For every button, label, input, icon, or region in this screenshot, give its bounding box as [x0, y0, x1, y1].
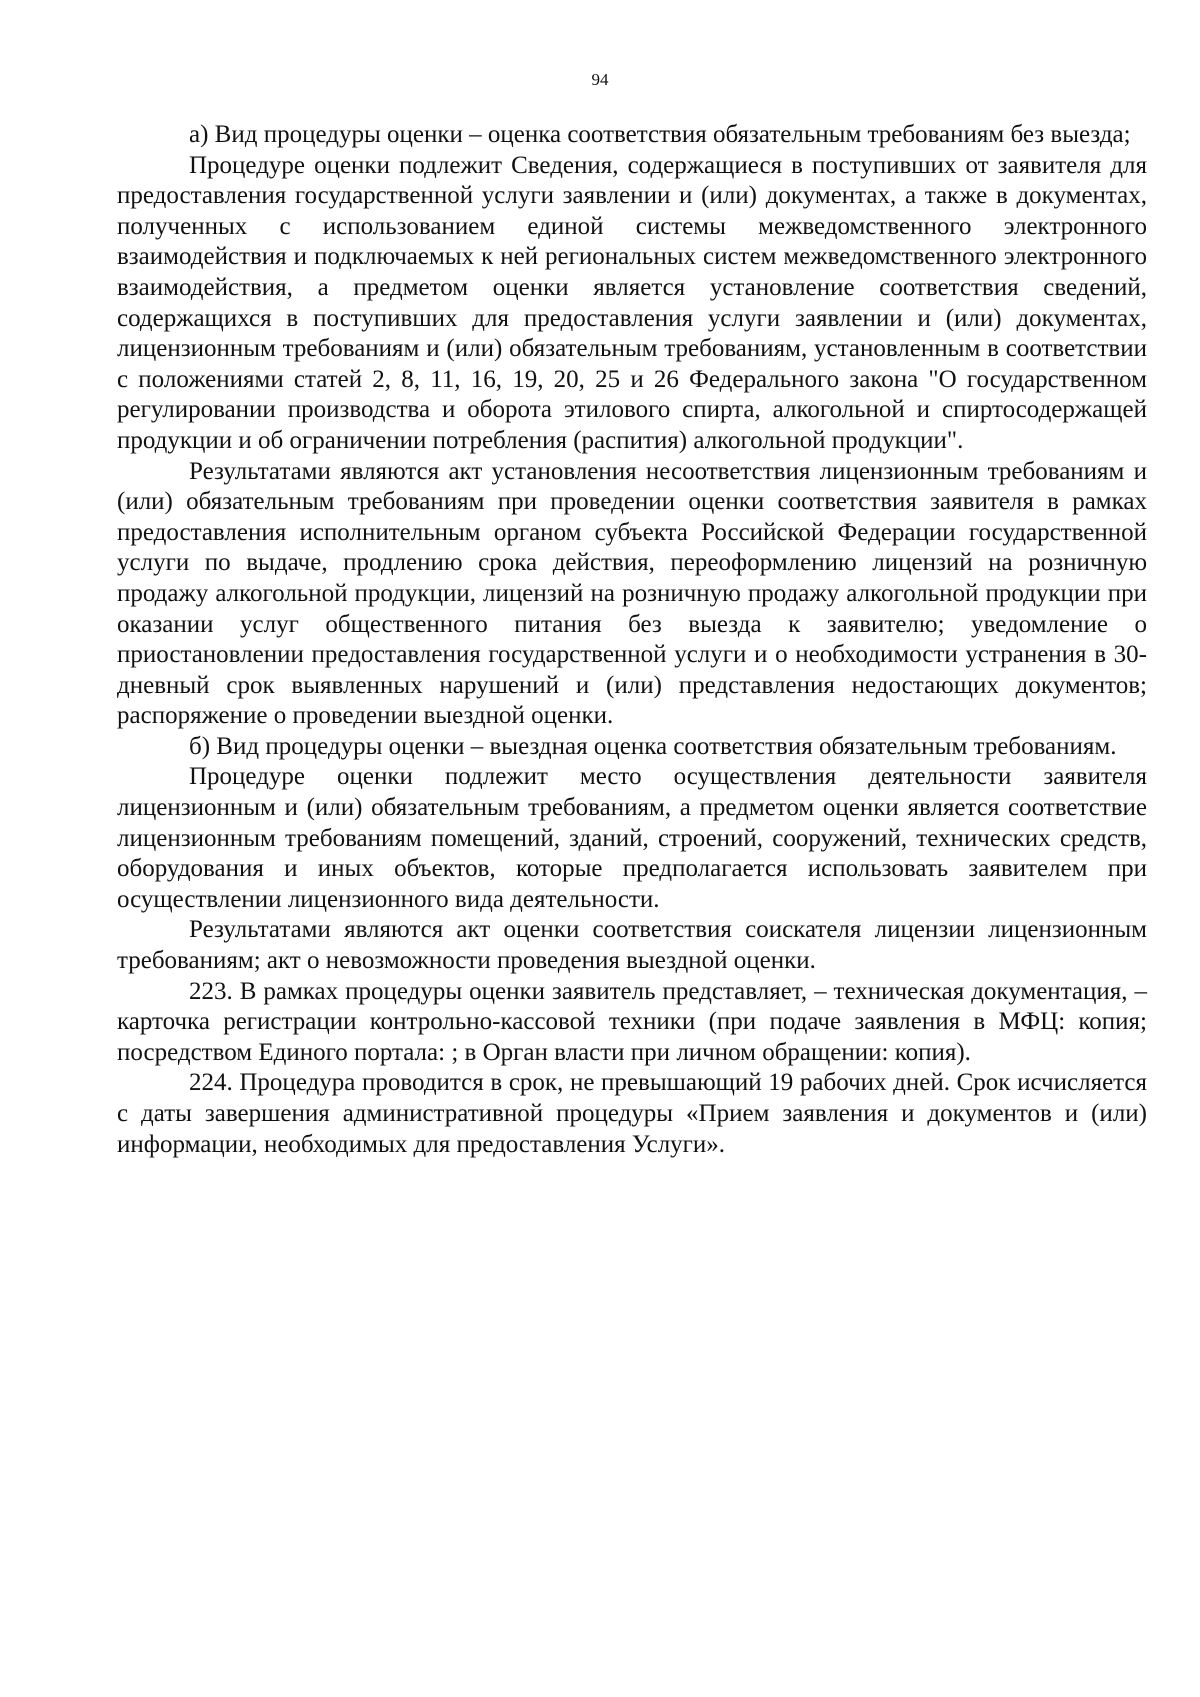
paragraph-results-a: Результатами являются акт установления несоответствия лицензионным требованиям и (или) обязательным требованиям при проведении оценки соответствия заявителя в рамках предоставления исполнительным органом субъекта Российской Федерации государственной услуги по выдаче, продлению срока действия, переоформлению лицензий на розничную продажу алкогольной продукции, лицензий на розничную продажу алкогольной продукции при оказании услуг общественного питания без выезда к заявителю; уведомление о приостановлении предоставления государственной услуги и о необходимости устранения в 30-дневный срок выявленных нарушений и (или) представления недостающих документов; распоряжение о проведении выездной оценки.	[117, 457, 1147, 730]
paragraph-assessment-type-a: а) Вид процедуры оценки – оценка соответствия обязательным требованиям без выезда;	[189, 121, 1131, 148]
paragraph-results-b: Результатами являются акт оценки соответствия соискателя лицензии лицензионным требованиям; акт о невозможности проведения выездной оценки.	[117, 916, 1147, 975]
paragraph-223: 223. В рамках процедуры оценки заявитель представляет, – техническая документация, – карточка регистрации контрольно-кассовой техники (при подаче заявления в МФЦ: копия; посредством Единого портала: ; в Орган власти при личном обращении: копия).	[117, 977, 1147, 1066]
paragraph-assessment-type-b: б) Вид процедуры оценки – выездная оценка соответствия обязательным требованиям.	[189, 732, 1117, 760]
paragraph-224: 224. Процедура проводится в срок, не превышающий 19 рабочих дней. Срок исчисляется с даты завершения административной процедуры «Прием заявления и документов и (или) информации, необходимых для предоставления Услуги».	[117, 1069, 1147, 1158]
paragraph-assessment-subject-a: Процедуре оценки подлежит Сведения, содержащиеся в поступивших от заявителя для предоставления государственной услуги заявлении и (или) документах, а также в документах, полученных с использованием единой системы межведомственного электронного взаимодействия и подключаемых к ней региональных систем межведомственного электронного взаимодействия, а предметом оценки является установление соответствия сведений, содержащихся в поступивших для предоставления услуги заявлении и (или) документах, лицензионным требованиям и (или) обязательным требованиям, установленным в соответствии с положениями статей 2, 8, 11, 16, 19, 20, 25 и 26 Федерального закона "О государственном регулировании производства и оборота этилового спирта, алкогольной и спиртосодержащей продукции и об ограничении потребления (распития) алкогольной продукции".	[117, 151, 1147, 454]
page-number: 94	[591, 70, 609, 89]
paragraph-assessment-subject-b: Процедуре оценки подлежит место осуществления деятельности заявителя лицензионным и (или) обязательным требованиям, а предметом оценки является соответствие лицензионным требованиям помещений, зданий, строений, сооружений, технических средств, оборудования и иных объектов, которые предполагается использовать заявителем при осуществлении лицензионного вида деятельности.	[117, 763, 1147, 913]
document-body	[117, 120, 1147, 1160]
